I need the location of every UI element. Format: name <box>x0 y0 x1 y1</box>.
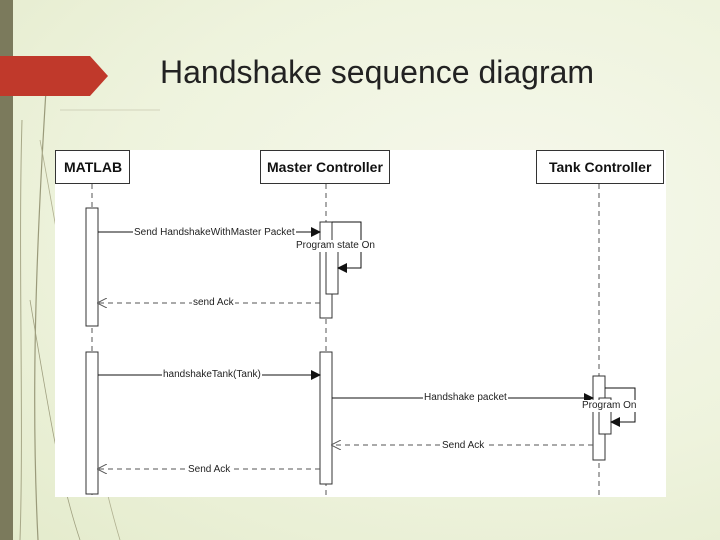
message-label-2: Program state On <box>296 240 375 251</box>
actor-matlab: MATLAB <box>55 150 130 184</box>
message-label-8: Send Ack <box>188 464 231 475</box>
message-label-6: Program On <box>582 400 637 411</box>
message-label-5: Handshake packet <box>424 392 507 403</box>
activation-master-2 <box>320 352 332 484</box>
activation-matlab-1 <box>86 208 98 326</box>
actor-tank-controller: Tank Controller <box>536 150 664 184</box>
sequence-diagram <box>55 150 666 497</box>
message-label-3: send Ack <box>193 297 234 308</box>
message-label-4: handshakeTank(Tank) <box>163 369 261 380</box>
actor-master-controller: Master Controller <box>260 150 390 184</box>
diagram-canvas <box>55 150 666 497</box>
slide-title: Handshake sequence diagram <box>160 54 595 90</box>
message-label-7: Send Ack <box>442 440 485 451</box>
title-tab <box>0 56 108 96</box>
activation-matlab-2 <box>86 352 98 494</box>
message-label-1: Send HandshakeWithMaster Packet <box>134 227 295 238</box>
